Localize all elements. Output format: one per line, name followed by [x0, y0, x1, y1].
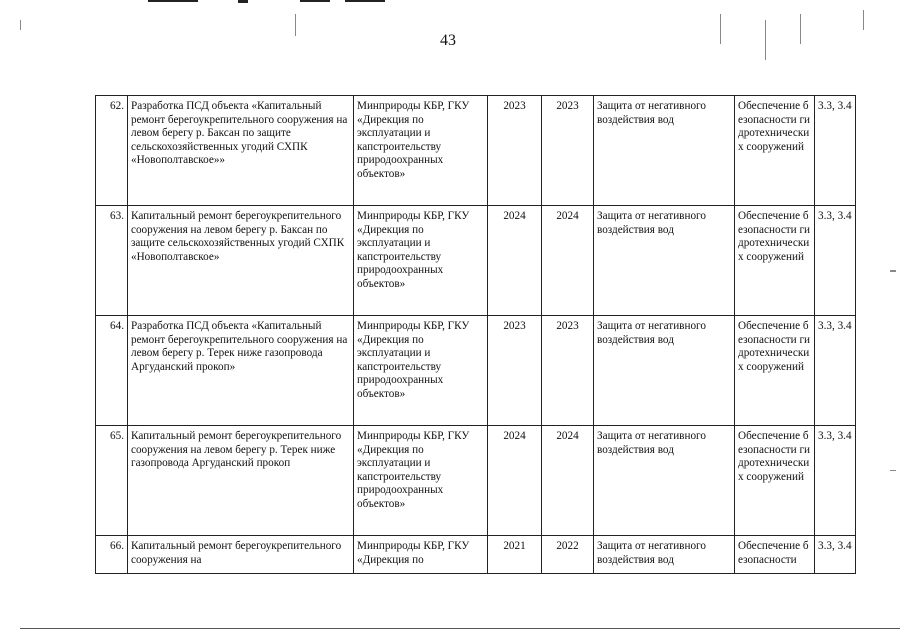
executor: Минприроды КБР, ГКУ «Дирекция по — [354, 536, 488, 574]
executor: Минприроды КБР, ГКУ «Дирекция по эксплуатации и капстроительству природоохранных объектов» — [354, 316, 488, 426]
scan-artifact — [800, 14, 801, 44]
scan-artifact — [863, 10, 864, 30]
start-year: 2024 — [488, 426, 542, 536]
scan-artifact — [765, 20, 766, 60]
row-number: 66. — [96, 536, 128, 574]
indicators: 3.3, 3.4 — [815, 536, 856, 574]
row-number: 63. — [96, 206, 128, 316]
indicators: 3.3, 3.4 — [815, 96, 856, 206]
goal: Обеспечение безопасности гидротехнических сооружений — [735, 206, 815, 316]
goal: Обеспечение безопасности гидротехнических сооружений — [735, 316, 815, 426]
measure-name: Капитальный ремонт берегоукрепительного сооружения на — [128, 536, 354, 574]
scan-artifact — [148, 0, 198, 2]
goal: Обеспечение безопасности — [735, 536, 815, 574]
end-year: 2024 — [542, 426, 594, 536]
table-row — [96, 96, 856, 206]
scan-artifact — [890, 270, 896, 272]
goal: Обеспечение безопасности гидротехнических сооружений — [735, 426, 815, 536]
scan-artifact — [238, 0, 248, 3]
measure-name: Разработка ПСД объекта «Капитальный ремонт берегоукрепительного сооружения на левом берегу р. Баксан по защите сельскохозяйственных угодий СХПК «Новополтавское»» — [128, 96, 354, 206]
scan-artifact — [295, 14, 296, 36]
row-number: 64. — [96, 316, 128, 426]
scan-artifact — [345, 0, 385, 2]
scan-artifact — [720, 14, 721, 44]
table-row — [96, 206, 856, 316]
measure-name: Капитальный ремонт берегоукрепительного сооружения на левом берегу р. Баксан по защите сельскохозяйственных угодий СХПК «Новополтавское» — [128, 206, 354, 316]
end-year: 2023 — [542, 96, 594, 206]
scan-edge-line — [20, 628, 900, 629]
executor: Минприроды КБР, ГКУ «Дирекция по эксплуатации и капстроительству природоохранных объектов» — [354, 96, 488, 206]
scan-artifact — [300, 0, 330, 2]
scan-artifact — [20, 20, 21, 30]
table-row — [96, 316, 856, 426]
scan-artifact — [890, 470, 896, 471]
end-year: 2022 — [542, 536, 594, 574]
expected-result: Защита от негативного воздействия вод — [594, 96, 735, 206]
end-year: 2023 — [542, 316, 594, 426]
start-year: 2024 — [488, 206, 542, 316]
measures-table — [95, 95, 856, 574]
measure-name: Капитальный ремонт берегоукрепительного сооружения на левом берегу р. Терек ниже газопровода Аргуданский прокоп — [128, 426, 354, 536]
indicators: 3.3, 3.4 — [815, 206, 856, 316]
executor: Минприроды КБР, ГКУ «Дирекция по эксплуатации и капстроительству природоохранных объектов» — [354, 206, 488, 316]
expected-result: Защита от негативного воздействия вод — [594, 316, 735, 426]
start-year: 2021 — [488, 536, 542, 574]
end-year: 2024 — [542, 206, 594, 316]
row-number: 62. — [96, 96, 128, 206]
table-row — [96, 426, 856, 536]
expected-result: Защита от негативного воздействия вод — [594, 426, 735, 536]
start-year: 2023 — [488, 316, 542, 426]
start-year: 2023 — [488, 96, 542, 206]
measure-name: Разработка ПСД объекта «Капитальный ремонт берегоукрепительного сооружения на левом берегу р. Терек ниже газопровода Аргуданский прокоп» — [128, 316, 354, 426]
table-row — [96, 536, 856, 574]
expected-result: Защита от негативного воздействия вод — [594, 206, 735, 316]
indicators: 3.3, 3.4 — [815, 316, 856, 426]
indicators: 3.3, 3.4 — [815, 426, 856, 536]
page-number: 43 — [440, 32, 456, 49]
executor: Минприроды КБР, ГКУ «Дирекция по эксплуатации и капстроительству природоохранных объектов» — [354, 426, 488, 536]
goal: Обеспечение безопасности гидротехнических сооружений — [735, 96, 815, 206]
row-number: 65. — [96, 426, 128, 536]
expected-result: Защита от негативного воздействия вод — [594, 536, 735, 574]
